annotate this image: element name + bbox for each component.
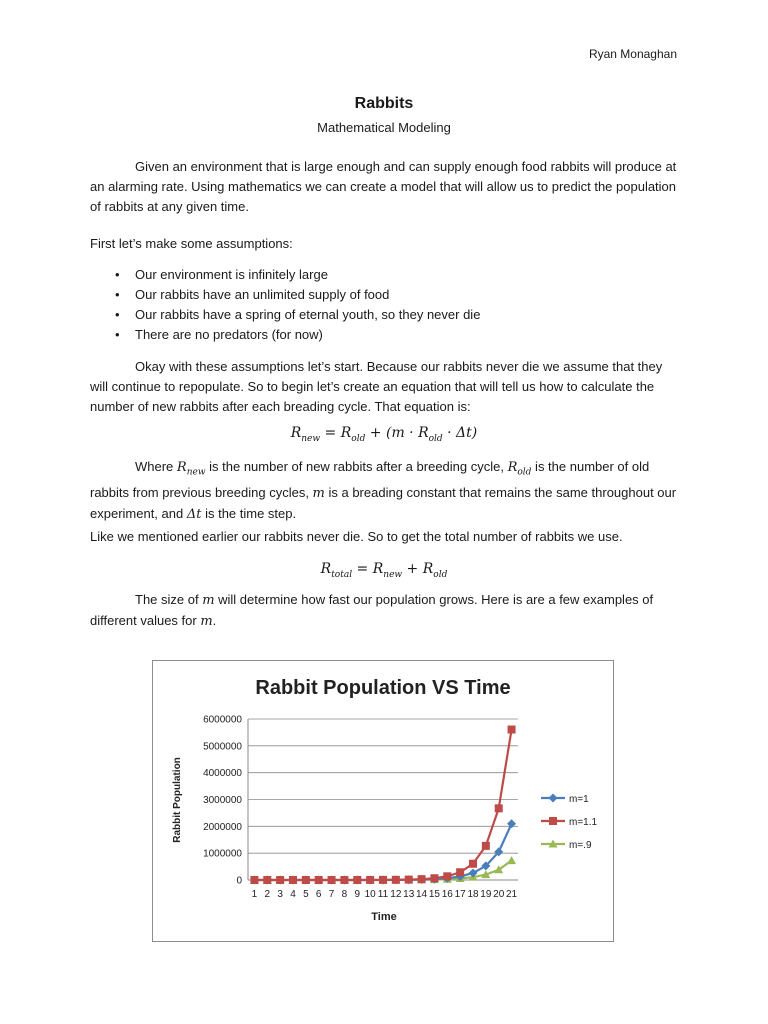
legend-label: m=1 — [569, 794, 589, 805]
x-tick-label: 5 — [303, 889, 309, 900]
data-point — [315, 876, 323, 884]
x-tick-label: 16 — [441, 889, 453, 900]
x-tick-label: 1 — [251, 889, 258, 900]
x-tick-label: 3 — [277, 889, 283, 900]
x-tick-label: 6 — [315, 889, 322, 900]
assumptions-list — [115, 265, 480, 345]
x-tick-label: 15 — [428, 889, 440, 900]
data-point — [495, 804, 503, 812]
x-tick-label: 4 — [290, 889, 296, 900]
data-point — [507, 856, 516, 864]
total-paragraph: Like we mentioned earlier our rabbits never die. So to get the total number of rabbits we use. — [90, 529, 623, 544]
chart-title: Rabbit Population VS Time — [255, 677, 511, 699]
x-tick-label: 20 — [493, 889, 505, 900]
y-tick-label: 5000000 — [203, 741, 242, 753]
data-point — [482, 842, 490, 850]
x-tick-label: 12 — [390, 889, 402, 900]
document-subtitle: Mathematical Modeling — [317, 120, 451, 135]
intro-paragraph: Given an environment that is large enough and can supply enough food rabbits will produce at an alarming rate. Using mathematics we can create a model that will allow us to predict the population of rabbits at any given time. — [90, 159, 677, 214]
legend-label: m=1.1 — [569, 817, 598, 828]
x-tick-label: 11 — [377, 889, 389, 900]
data-point — [549, 817, 557, 825]
data-point — [379, 876, 387, 884]
y-tick-label: 3000000 — [203, 795, 242, 806]
equation-total-rabbits: $R_{total} = R_{new} + R_{old}$ — [320, 561, 448, 580]
x-tick-label: 19 — [480, 889, 492, 900]
y-tick-label: 0 — [236, 875, 242, 887]
data-point — [353, 876, 361, 884]
x-tick-label: 21 — [506, 889, 518, 900]
y-tick-label: 4000000 — [203, 768, 242, 780]
x-tick-label: 8 — [341, 889, 348, 900]
y-axis-label: Rabbit Population — [172, 757, 183, 843]
data-point — [456, 868, 464, 876]
series-m=1 — [250, 819, 516, 884]
list-item: • Our rabbits have a spring of eternal youth, so they never die — [115, 305, 480, 325]
data-point — [250, 876, 258, 884]
data-point — [418, 875, 426, 883]
legend-label: m=.9 — [569, 840, 592, 851]
equation-new-rabbits: $R_{new} = R_{old} + (m \cdot R_{old} \cdot \Delta t)$ — [290, 425, 478, 444]
list-item: • Our environment is infinitely large — [115, 265, 480, 285]
chart-svg — [153, 661, 613, 941]
series-m=1.1 — [250, 726, 515, 884]
data-point — [430, 874, 438, 882]
x-tick-label: 18 — [467, 889, 479, 900]
x-tick-label: 17 — [454, 889, 466, 900]
data-point — [405, 876, 413, 884]
data-point — [289, 876, 297, 884]
equation-intro-paragraph: Okay with these assumptions let’s start. Because our rabbits never die we assume that they will continue to repopulate. So to begin let’s create an equation that will tell us how to calculate the number of new rabbits after each breading cycle. That equation is: — [90, 359, 663, 414]
data-point — [340, 876, 348, 884]
data-point — [508, 726, 516, 734]
growth-paragraph: The size of m will determine how fast our population grows. Here is are a few examples of different values for m. — [90, 592, 654, 629]
list-item: • Our rabbits have an unlimited supply of food — [115, 285, 480, 305]
document-title: Rabbits — [354, 95, 414, 112]
data-point — [302, 876, 310, 884]
data-point — [549, 794, 558, 803]
data-point — [328, 876, 336, 884]
x-tick-label: 9 — [354, 889, 361, 900]
data-point — [469, 860, 477, 868]
x-tick-label: 7 — [328, 889, 335, 900]
y-tick-label: 1000000 — [203, 848, 242, 860]
x-tick-label: 2 — [264, 889, 271, 900]
y-tick-label: 2000000 — [203, 821, 242, 833]
data-point — [276, 876, 284, 884]
author-name: Ryan Monaghan — [588, 47, 677, 61]
definitions-paragraph: Where $R_{new}$ is the number of new rabbits after a breeding cycle, $R_{old}$ is the number of old rabbits from previous breeding cycles, m is a breading constant that remains the same throughout our experiment, and Δt is the time step. — [90, 459, 677, 522]
x-tick-label: 10 — [364, 889, 376, 900]
y-tick-label: 6000000 — [203, 714, 242, 726]
data-point — [366, 876, 374, 884]
data-point — [263, 876, 271, 884]
data-point — [443, 872, 451, 880]
assumptions-heading: First let’s make some assumptions: — [90, 236, 293, 251]
data-point — [507, 819, 516, 828]
series-line — [254, 730, 511, 880]
x-tick-label: 14 — [416, 889, 428, 900]
x-axis-label: Time — [371, 911, 397, 923]
population-chart — [152, 660, 614, 942]
data-point — [392, 876, 400, 884]
list-item: • There are no predators (for now) — [115, 325, 480, 345]
x-tick-label: 13 — [403, 889, 415, 900]
